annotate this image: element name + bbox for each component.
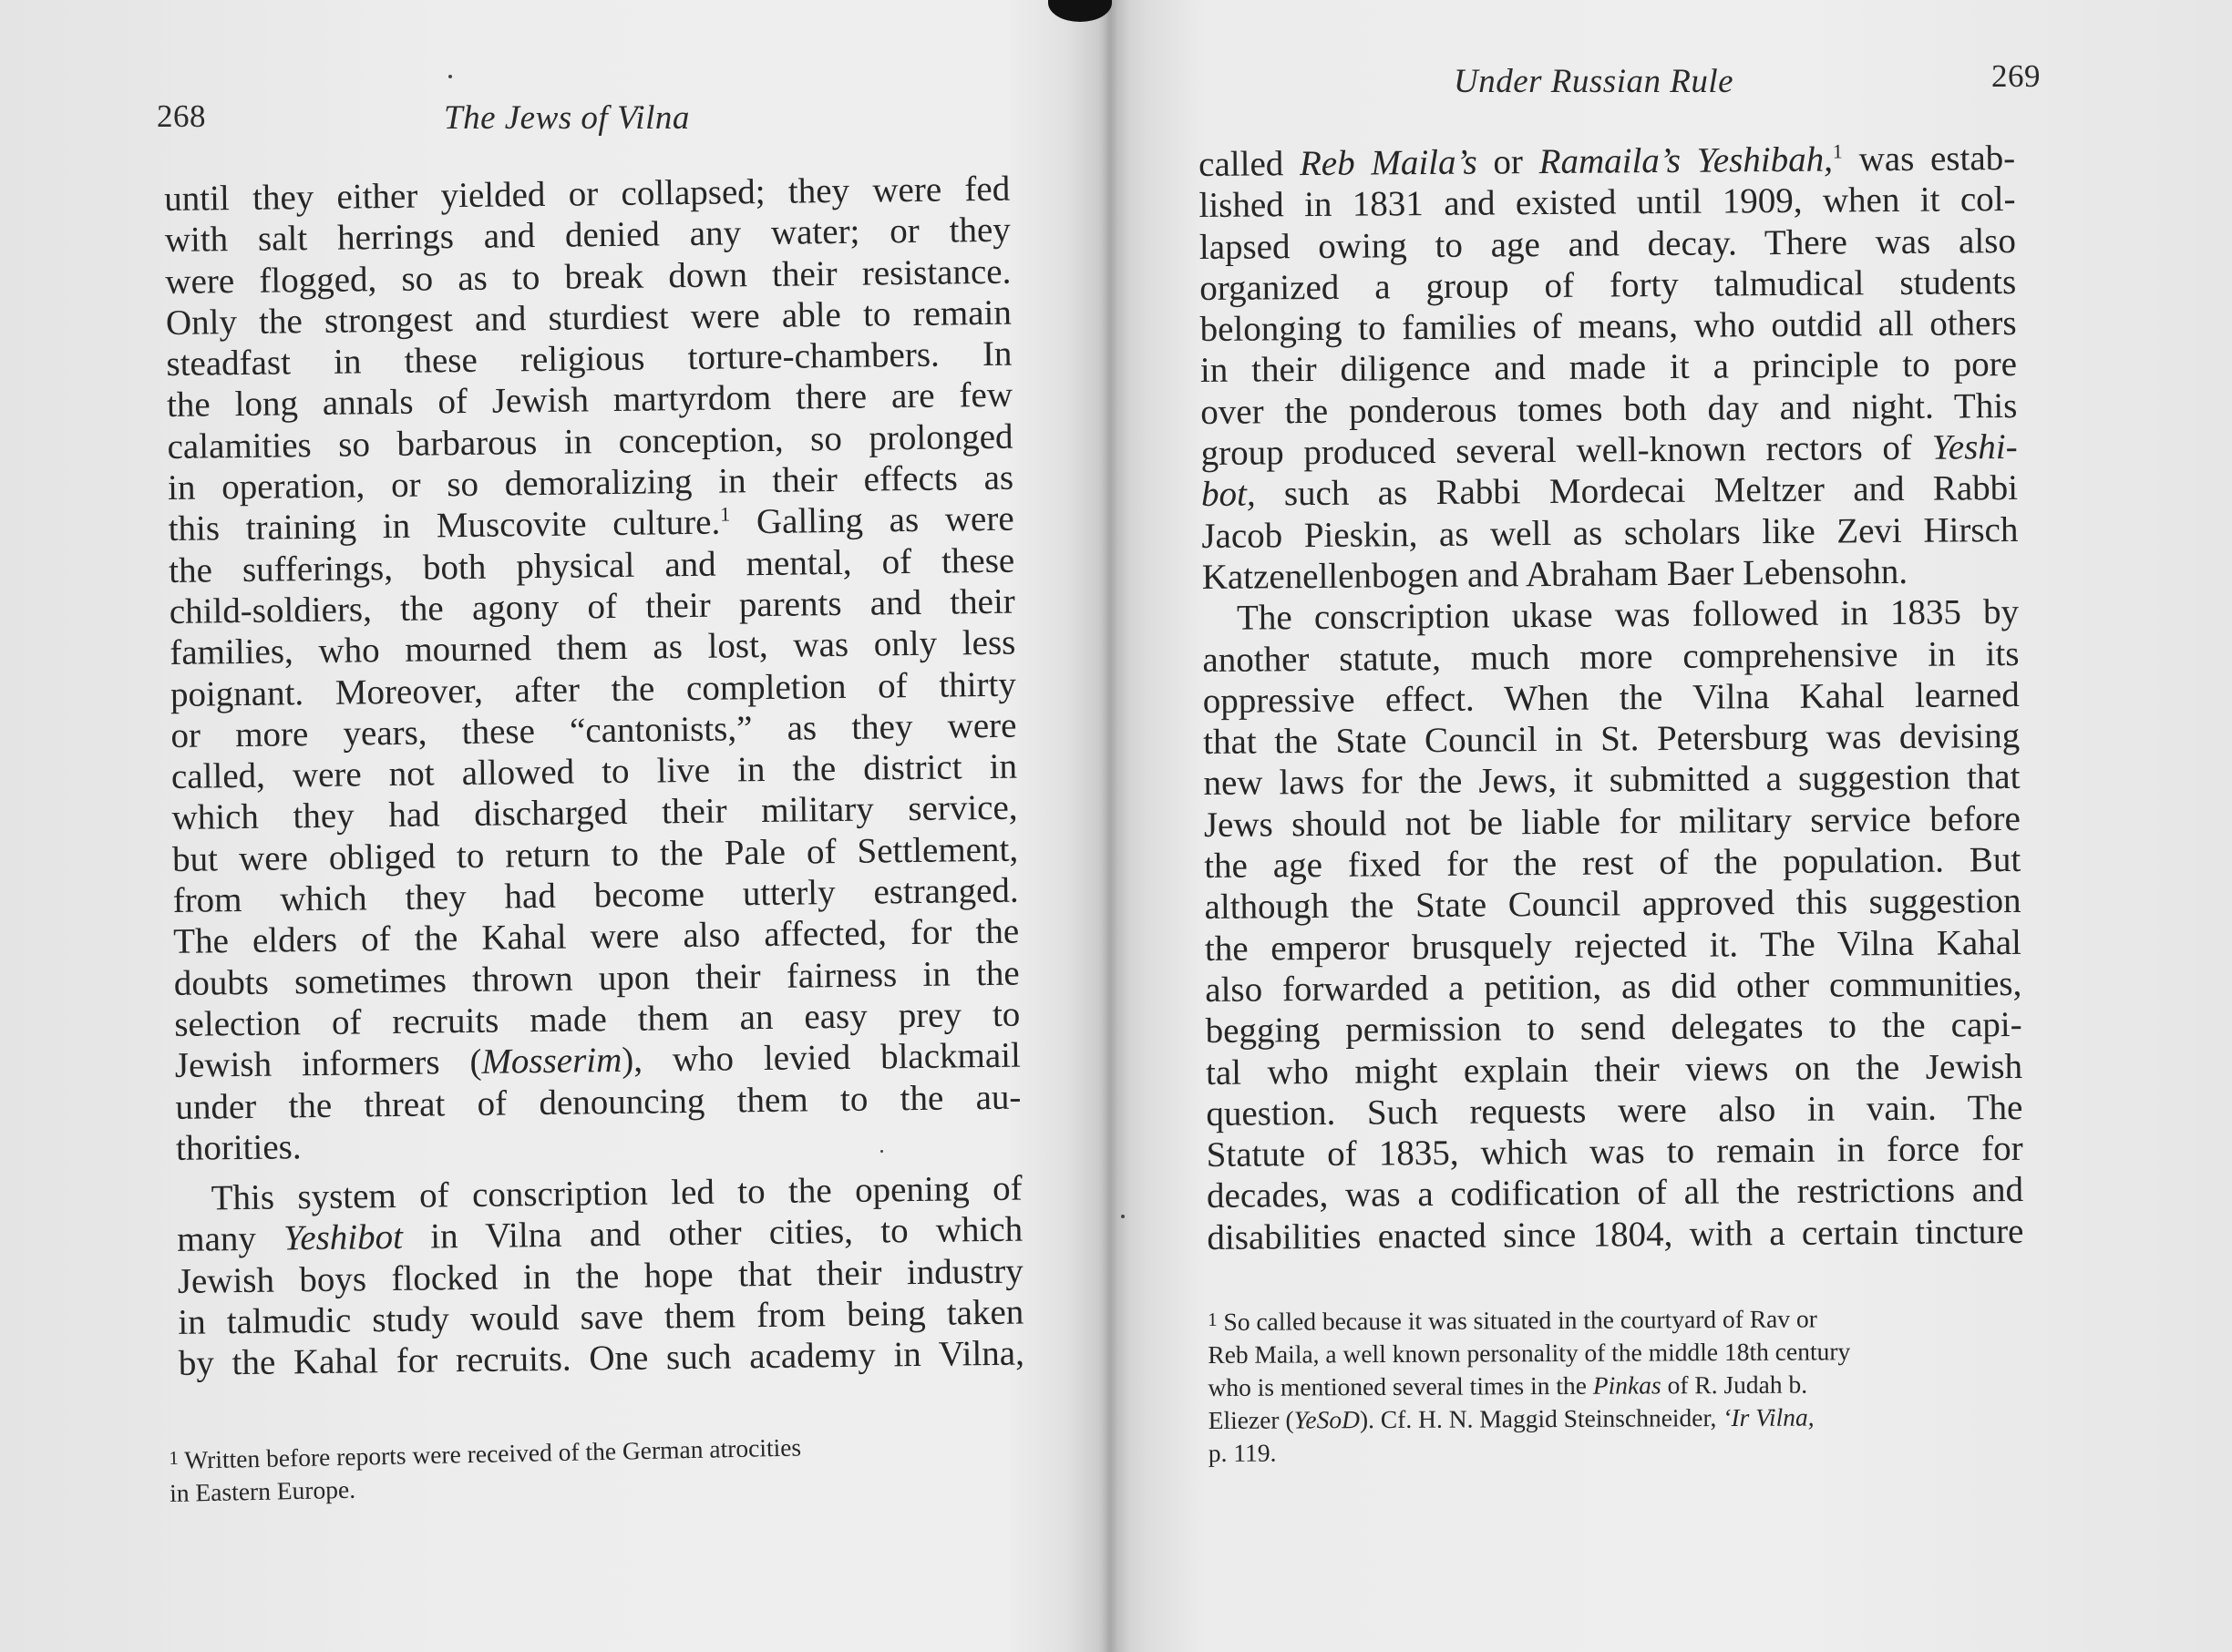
text-line: new laws for the Jews, it submitted a suggestion that — [1203, 757, 2021, 804]
text-line: doubts sometimes thrown upon their fairness in the — [173, 953, 1020, 1003]
italic-term: Pinkas — [1592, 1370, 1661, 1400]
text-line: the age fixed for the rest of the population. But — [1204, 839, 2021, 887]
text-fragment: or — [1476, 142, 1539, 182]
text-line: child-soldiers, the agony of their parents and their — [169, 581, 1016, 631]
text-fragment: Eliezer ( — [1208, 1405, 1294, 1434]
text-fragment: who is mentioned several times in the — [1208, 1370, 1593, 1401]
italic-term: ‘Ir Vilna, — [1723, 1402, 1815, 1432]
right-page — [1126, 0, 2232, 1652]
text-line: until they either yielded or collapsed; they were fed — [164, 169, 1011, 219]
text-line: called, were not allowed to live in the district in — [170, 746, 1018, 797]
text-line: Jacob Pieskin, as well as scholars like Zevi Hirsch — [1201, 509, 2019, 556]
text-line: disabilities enacted since 1804, with a certain tincture — [1207, 1211, 2024, 1257]
text-fragment: ). Cf. H. N. Maggid Steinschneider, — [1359, 1403, 1723, 1434]
text-fragment: Galling as were — [729, 499, 1014, 542]
left-page-number: 268 — [157, 98, 206, 134]
text-line: families, who mourned them as lost, was only less — [170, 622, 1016, 673]
italic-term: bot, — [1200, 474, 1256, 515]
text-line — [1198, 138, 2015, 185]
right-body-text — [1198, 138, 2024, 1258]
left-footnote — [169, 1424, 1017, 1510]
text-fragment: ), who levied blackmail — [621, 1035, 1022, 1081]
text-line: the long annals of Jewish martyrdom there are few — [166, 375, 1013, 426]
footnote-text: So called because it was situated in the courtyard of Rav or — [1223, 1304, 1817, 1336]
text-line: selection of recruits made them an easy prey to — [174, 994, 1021, 1044]
footnote-number: 1 — [1208, 1308, 1218, 1330]
paper-speck — [448, 75, 452, 78]
text-line: over the ponderous tomes both day and night. This — [1200, 385, 2018, 432]
text-line: Jews should not be liable for military service before — [1203, 798, 2021, 845]
text-line: lished in 1831 and existed until 1909, when it col- — [1198, 180, 2016, 226]
footnote-text: Written before reports were received of the German atrocities — [183, 1432, 802, 1474]
text-line: or more years, these “cantonists,” as they were — [170, 705, 1017, 755]
text-line: from which they had become utterly estranged. — [172, 870, 1019, 920]
italic-term: Yeshibot — [283, 1217, 404, 1258]
paper-speck — [1121, 1215, 1125, 1218]
italic-term: Mosserim — [481, 1041, 622, 1083]
text-line: in their diligence and made it a principle to pore — [1199, 344, 2018, 391]
text-line: This system of conscription led to the opening of — [211, 1168, 1023, 1218]
footnote-reference: 1 — [1832, 139, 1843, 163]
left-running-head: The Jews of Vilna — [444, 99, 690, 137]
text-line: in talmudic study would save them from being taken — [178, 1292, 1024, 1342]
text-line — [1200, 426, 2017, 474]
footnote-text: Reb Maila, a well known personality of the middle 18th century — [1208, 1337, 1851, 1369]
text-line: organized a group of forty talmudical students — [1199, 262, 2017, 308]
right-page-number: 269 — [1991, 58, 2041, 94]
text-line: but were obliged to return to the Pale of Settlement, — [171, 829, 1019, 879]
footnote-number: 1 — [169, 1446, 180, 1469]
right-footnote — [1208, 1298, 2015, 1470]
text-line: question. Such requests were also in vain. The — [1206, 1087, 2023, 1134]
text-fragment: this training in Muscovite culture. — [168, 502, 721, 549]
text-line: calamities so barbarous in conception, so prolonged — [167, 416, 1013, 467]
text-line: The elders of the Kahal were also affected, for the — [172, 911, 1020, 962]
text-line: Only the strongest and sturdiest were able to remain — [165, 292, 1013, 343]
italic-term: Reb Maila’s — [1299, 142, 1477, 184]
text-fragment: many — [176, 1218, 284, 1260]
text-line: oppressive effect. When the Vilna Kahal learned — [1202, 674, 2020, 721]
text-line: belonging to families of means, who outdid all others — [1199, 303, 2017, 350]
text-line: lapsed owing to age and decay. There was also — [1198, 221, 2017, 267]
italic-term: Ramaila’s Yeshibah, — [1538, 139, 1834, 182]
text-line: the sufferings, both physical and mental, of these — [168, 540, 1015, 590]
text-line — [1201, 467, 2018, 515]
text-fragment: group produced several well-known rectors of — [1200, 427, 1932, 474]
text-line: the emperor brusquely rejected it. The Vilna Kahal — [1204, 922, 2022, 969]
text-line: also forwarded a petition, as did other communities, — [1205, 963, 2022, 1010]
footnote-text: p. 119. — [1208, 1438, 1277, 1467]
text-line: Katzenellenbogen and Abraham Baer Lebensohn. — [1201, 551, 1908, 597]
text-line: another statute, much more comprehensive in its — [1202, 633, 2020, 680]
text-line: The conscription ukase was followed in 1835 by — [1236, 592, 2020, 638]
text-line: poignant. Moreover, after the completion of thirty — [170, 664, 1017, 714]
text-line: decades, was a codification of all the restrictions and — [1206, 1170, 2024, 1216]
text-fragment: called — [1198, 144, 1301, 184]
text-line: by the Kahal for recruits. One such academy in Vilna, — [178, 1333, 1025, 1384]
paper-speck — [880, 1150, 883, 1153]
text-line: in operation, or so demoralizing in their effects as — [167, 457, 1014, 508]
left-page — [0, 0, 1075, 1652]
text-line: Jewish boys flocked in the hope that their industry — [177, 1251, 1023, 1301]
footnote-text: in Eastern Europe. — [169, 1474, 356, 1507]
text-fragment: in Vilna and other cities, to which — [402, 1209, 1023, 1257]
text-fragment: Jewish informers ( — [174, 1042, 482, 1086]
left-body-text — [164, 169, 1024, 1385]
right-running-head: Under Russian Rule — [1454, 63, 1734, 100]
text-line: steadfast in these religious torture-chambers. In — [166, 333, 1013, 385]
text-line: begging permission to send delegates to the capi- — [1205, 1005, 2022, 1052]
text-line: that the State Council in St. Petersburg was devising — [1202, 716, 2021, 763]
text-line: thorities. — [175, 1127, 302, 1168]
italic-term: YeSoD — [1293, 1405, 1360, 1434]
text-line: tal who might explain their views on the Jewish — [1205, 1046, 2023, 1093]
text-fragment: of R. Judah b. — [1661, 1370, 1808, 1400]
text-line: were flogged, so as to break down their resistance. — [165, 251, 1012, 302]
italic-term: Yeshi- — [1931, 427, 2018, 467]
text-line: which they had discharged their military service, — [171, 788, 1018, 838]
footnote-text — [1209, 1400, 2015, 1437]
text-line: under the threat of denouncing them to the au- — [175, 1077, 1022, 1127]
text-line: Statute of 1835, which was to remain in force for — [1206, 1129, 2023, 1175]
text-line: with salt herrings and denied any water; or they — [164, 210, 1012, 261]
footnote-reference: 1 — [719, 502, 731, 526]
footnote-text — [1208, 1367, 2014, 1404]
text-fragment: was estab- — [1842, 138, 2016, 180]
text-fragment: such as Rabbi Mordecai Meltzer and Rabbi — [1255, 468, 2019, 514]
text-line: although the State Council approved this suggestion — [1204, 881, 2021, 928]
